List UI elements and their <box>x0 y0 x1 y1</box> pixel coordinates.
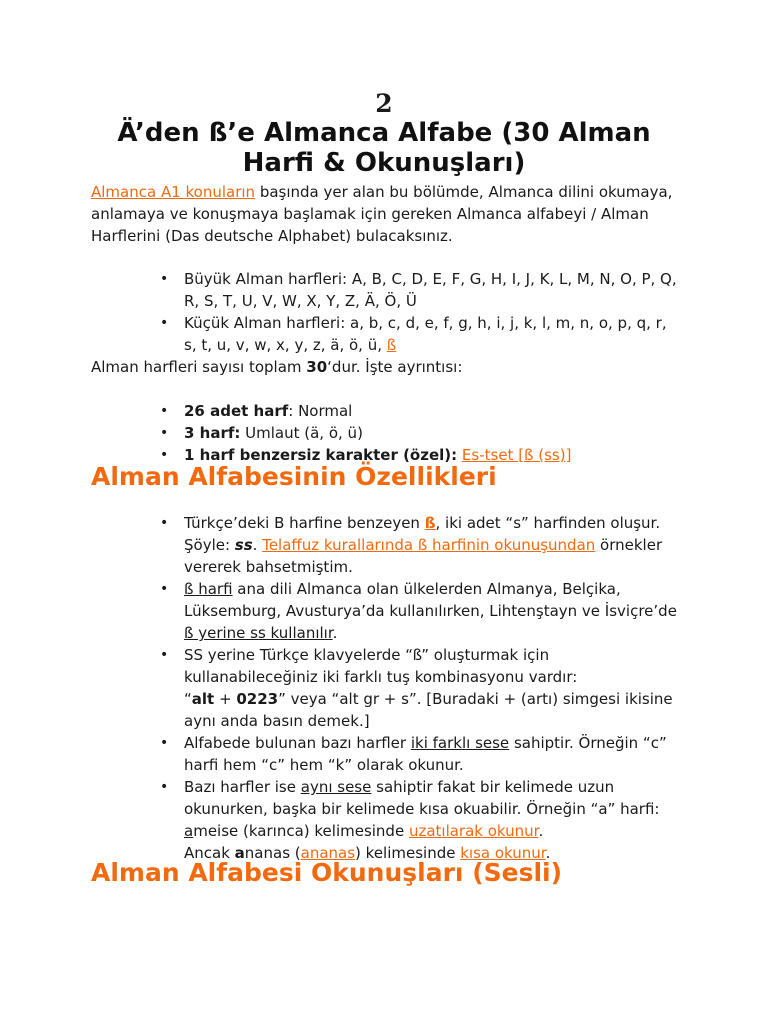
es-tset-link[interactable]: Es-tset [ß (ss)] <box>461 446 572 464</box>
two-sounds-underlined: iki farklı sese <box>410 734 510 752</box>
uppercase-letters: Büyük Alman harfleri: A, B, C, D, E, F, G, H, I, J, K, L, M, N, O, P, Q, R, S, T, U, V, W, X, Y, Z, Ä, Ö, Ü <box>184 270 677 310</box>
list-item <box>160 512 680 578</box>
quote-mark: “ <box>184 690 192 708</box>
count-pre: Alman harfleri sayısı toplam <box>91 358 307 376</box>
list-item <box>160 776 680 864</box>
feature-text: sahiptir fakat bir kelimede uzun okunurken, başka bir kelimede kısa okuabilir. Örneğin “a” harfi: <box>184 778 660 818</box>
page-number: 2 <box>375 89 393 118</box>
feature-text: . <box>332 624 338 642</box>
feature-text: ” veya “alt gr + s”. [Buradaki + (artı) simgesi ikisine aynı anda basın demek.] <box>184 690 673 730</box>
feature-text: örnekler vererek bahsetmiştim. <box>184 536 663 576</box>
feature-text: meise (karınca) kelimesinde <box>193 822 409 840</box>
lowercase-letters: Küçük Alman harfleri: a, b, c, d, e, f, g, h, i, j, k, l, m, n, o, p, q, r, s, t, u, v, w, x, y, z, ä, ö, ü, <box>184 314 667 354</box>
intro-paragraph <box>91 181 691 247</box>
feature-text: SS yerine Türkçe klavyelerde “ß” oluşturmak için kullanabileceğiniz iki farklı tuş kombinasyonu vardır: <box>184 646 578 686</box>
normal-count: 26 adet harf <box>184 402 289 420</box>
ananas-link[interactable]: ananas <box>300 844 356 862</box>
feature-text: , iki adet “s” harfinden oluşur. Şöyle: <box>184 514 661 554</box>
feature-text: ) kelimesinde <box>355 844 461 862</box>
page-title: Ä’den ß’e Almanca Alfabe (30 Alman Harfi & Okunuşları) <box>117 118 651 178</box>
count-number: 30 <box>306 358 328 376</box>
a1-topics-link[interactable]: Almanca A1 konuların <box>91 183 256 201</box>
section-heading-pronunciation: Alman Alfabesi Okunuşları (Sesli) <box>91 858 563 887</box>
feature-text: . <box>545 844 551 862</box>
list-item <box>160 578 680 644</box>
umlaut-label: Umlaut (ä, ö, ü) <box>240 424 363 442</box>
same-sound-underlined: aynı sese <box>300 778 372 796</box>
letter-count-text <box>91 356 462 378</box>
long-pronunciation-link[interactable]: uzatılarak okunur <box>408 822 539 840</box>
letter-a-underlined: a <box>184 822 194 840</box>
feature-text: ana dili Almanca olan ülkelerden Almanya, Belçika, Lüksemburg, Avusturya’da kullanılırken, Lihtenştayn ve İsviçre’de <box>184 580 677 620</box>
list-item <box>160 268 680 312</box>
list-item <box>160 644 680 732</box>
intro-text: başında yer alan bu bölümde, Almanca dilini okumaya, anlamaya ve konuşmaya başlamak için gereken Almanca alfabeyi / Alman Harflerini (Das deutsche Alphabet) bulacaksınız. <box>91 183 673 245</box>
list-item <box>160 732 680 776</box>
eszett-bold-link[interactable]: ß <box>424 514 436 532</box>
feature-text: sahiptir. Örneğin “c” harfi hem “c” hem “k” olarak okunur. <box>184 734 667 774</box>
feature-text: . <box>252 536 263 554</box>
section-heading-features: Alman Alfabesinin Özellikleri <box>91 462 497 491</box>
feature-text: . <box>538 822 544 840</box>
list-item <box>160 422 680 444</box>
ss-emphasis: ss <box>234 536 253 554</box>
eszett-link[interactable]: ß <box>386 336 397 354</box>
pronunciation-rules-link[interactable]: Telaffuz kurallarında ß harfinin okunuşundan <box>262 536 596 554</box>
eszett-underlined: ß harfi <box>184 580 233 598</box>
key-code: 0223 <box>236 690 279 708</box>
short-pronunciation-link[interactable]: kısa okunur <box>460 844 546 862</box>
feature-text: Ancak <box>184 844 235 862</box>
list-item <box>160 400 680 422</box>
list-item <box>160 312 680 356</box>
feature-text: Alfabede bulunan bazı harfler <box>184 734 411 752</box>
feature-text: nanas ( <box>244 844 301 862</box>
feature-text: Türkçe’deki B harfine benzeyen <box>184 514 425 532</box>
normal-label: : Normal <box>288 402 353 420</box>
special-count: 1 harf benzersiz karakter (özel): <box>184 446 458 464</box>
features-list <box>160 512 680 864</box>
letter-a-bold: a <box>234 844 245 862</box>
alt-key: alt <box>191 690 215 708</box>
count-post: ‘dur. İşte ayrıntısı: <box>327 358 463 376</box>
umlaut-count: 3 harf: <box>184 424 241 442</box>
plus-sign: + <box>214 690 237 708</box>
breakdown-list <box>160 400 680 466</box>
letters-list <box>160 268 680 356</box>
feature-text: Bazı harfler ise <box>184 778 301 796</box>
ss-usage-underlined: ß yerine ss kullanılır <box>184 624 333 642</box>
